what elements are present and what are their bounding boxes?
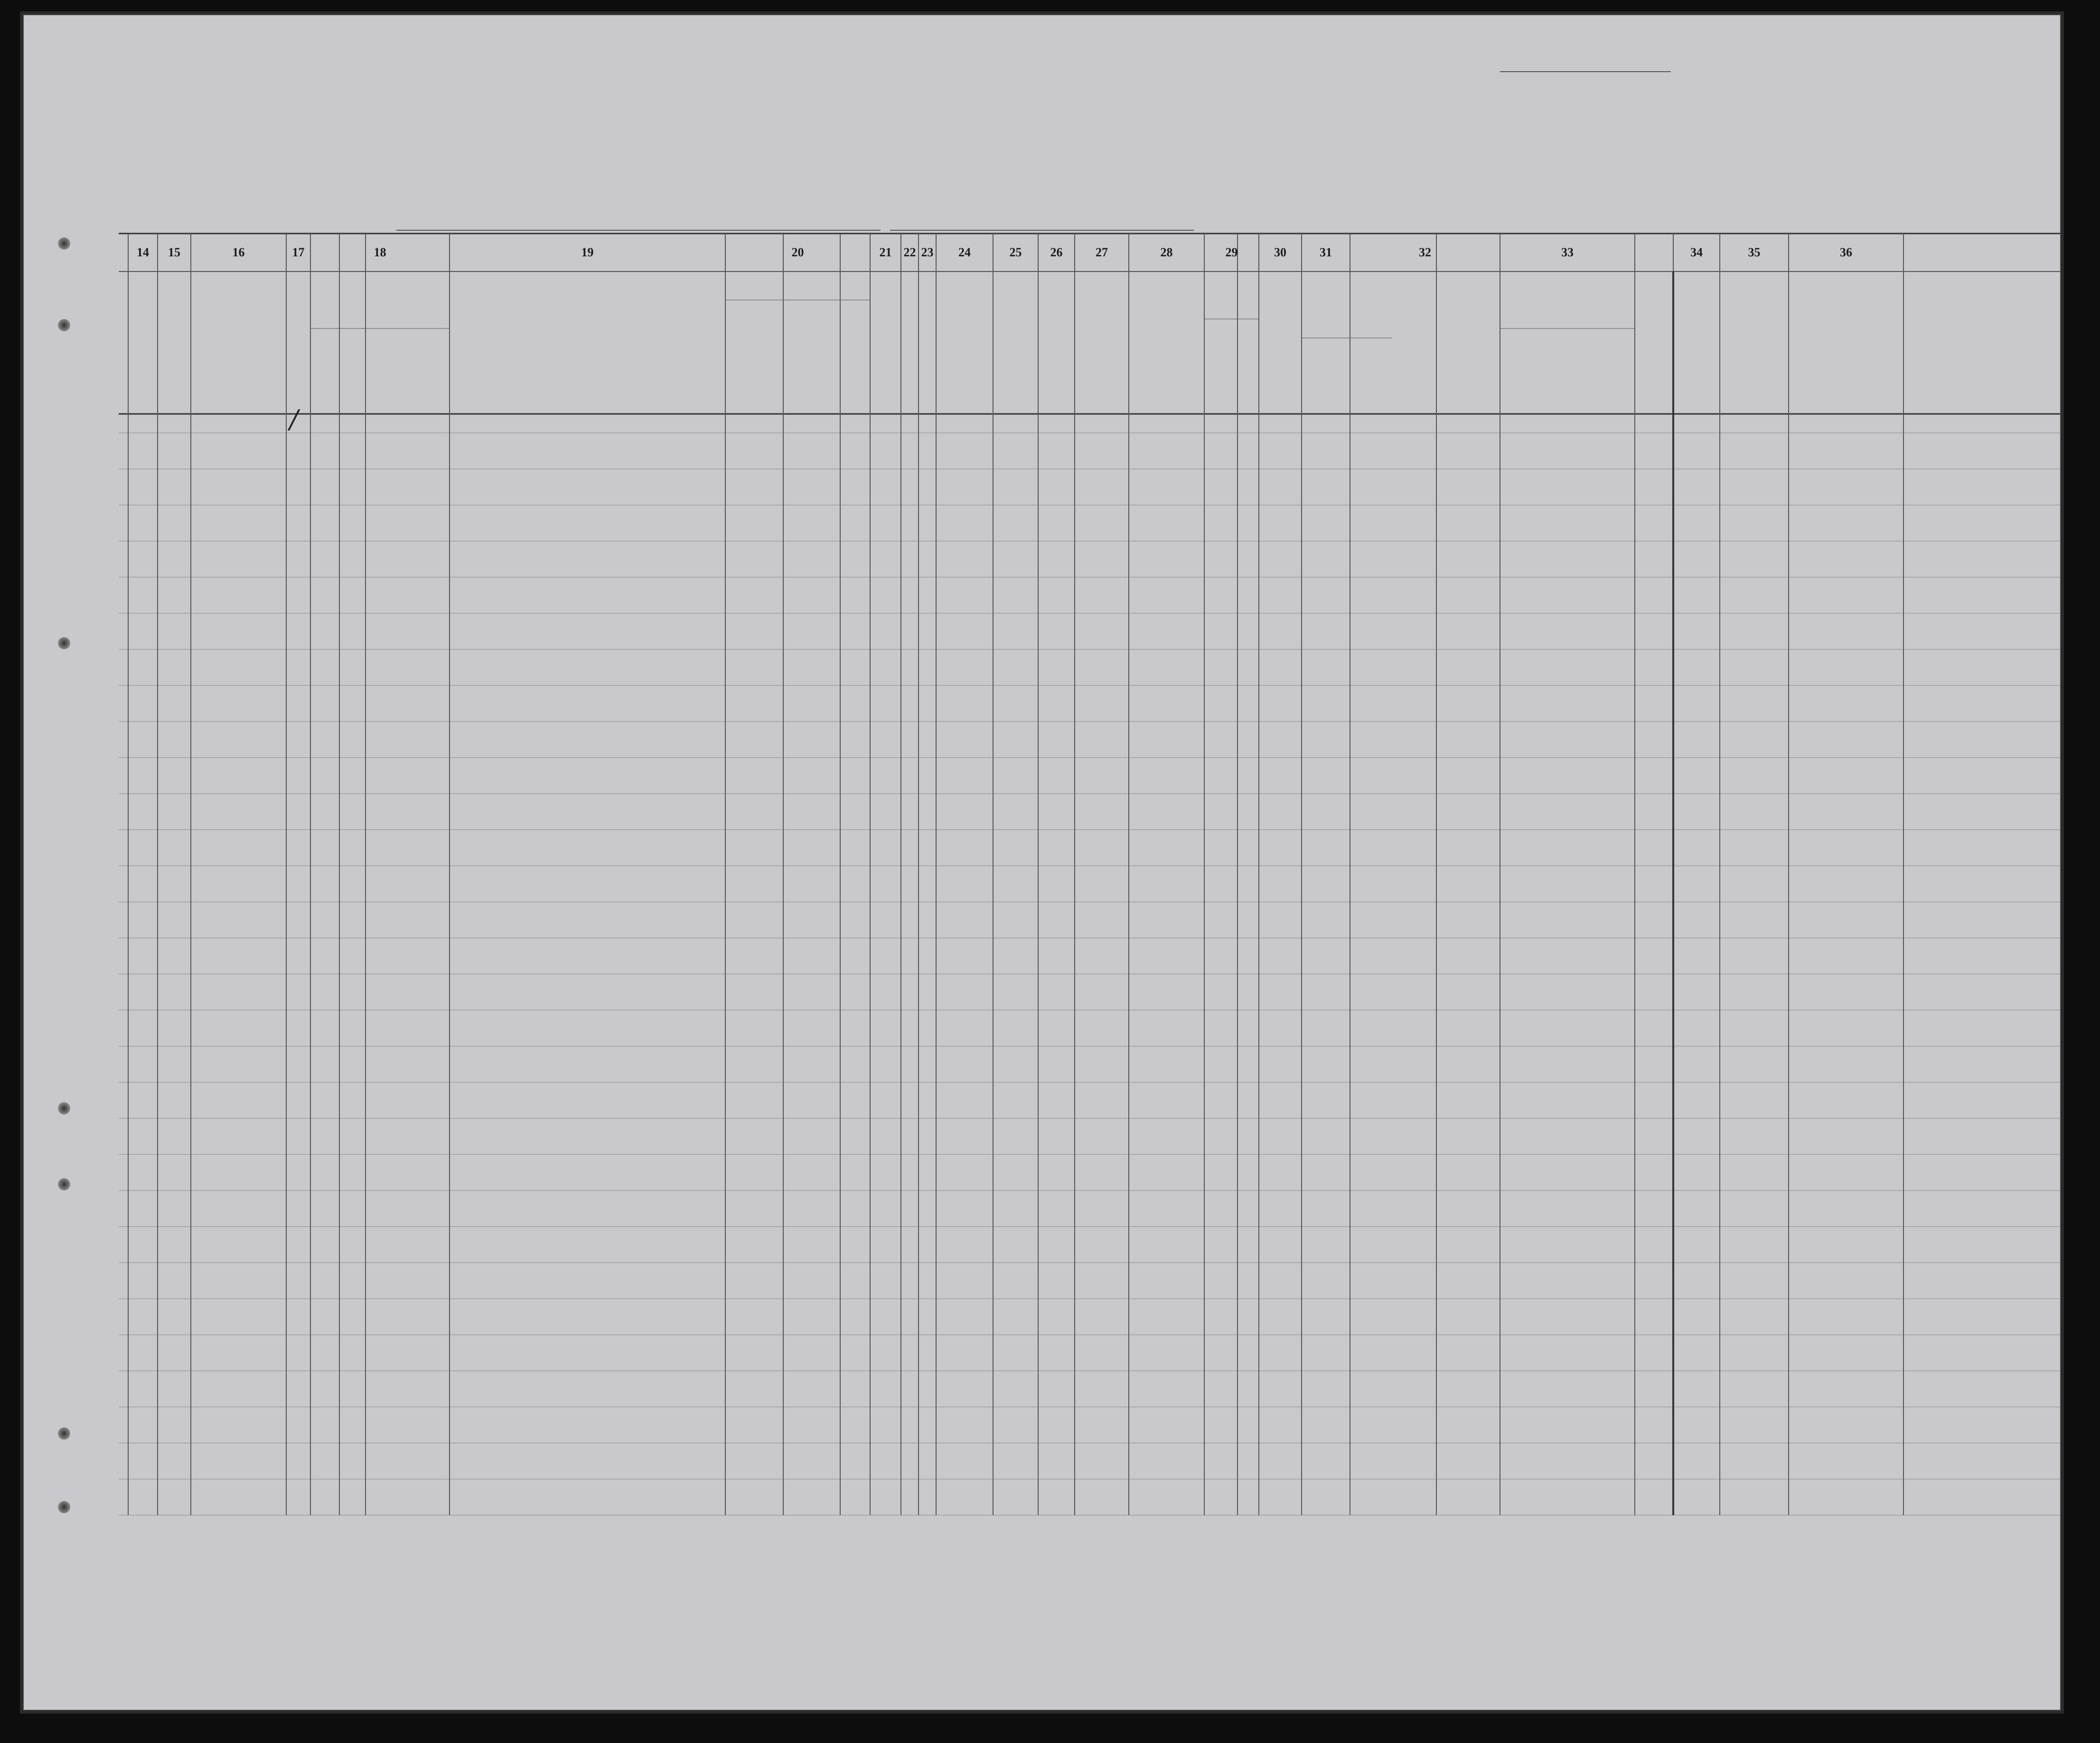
column-number-22: 22 [903,245,916,259]
binder-hole [58,237,70,250]
column-number-15: 15 [168,245,180,259]
column-number-29: 29 [1225,245,1238,259]
column-number-35: 35 [1748,245,1761,259]
column-number-19: 19 [581,245,594,259]
column-number-24: 24 [958,245,971,259]
column-number-31: 31 [1320,245,1332,259]
binder-hole [58,1501,70,1513]
column-number-27: 27 [1096,245,1108,259]
binder-hole [58,1427,70,1440]
column-number-16: 16 [232,245,245,259]
column-number-20: 20 [791,245,804,259]
binder-hole [58,1178,70,1190]
manifest-sheet [23,14,2061,1711]
column-number-23: 23 [921,245,934,259]
column-number-17: 17 [292,245,305,259]
binder-hole [58,637,70,649]
column-number-30: 30 [1274,245,1286,259]
column-number-18: 18 [374,245,386,259]
column-number-36: 36 [1840,245,1852,259]
column-number-14: 14 [137,245,149,259]
column-number-21: 21 [879,245,892,259]
binder-hole [58,319,70,331]
binder-hole [58,1102,70,1115]
column-number-34: 34 [1690,245,1703,259]
table-grid [24,15,2060,1710]
column-number-33: 33 [1561,245,1574,259]
column-number-25: 25 [1009,245,1022,259]
handwritten-check: / [290,404,299,434]
column-number-26: 26 [1050,245,1063,259]
column-number-28: 28 [1160,245,1173,259]
column-number-32: 32 [1419,245,1431,259]
